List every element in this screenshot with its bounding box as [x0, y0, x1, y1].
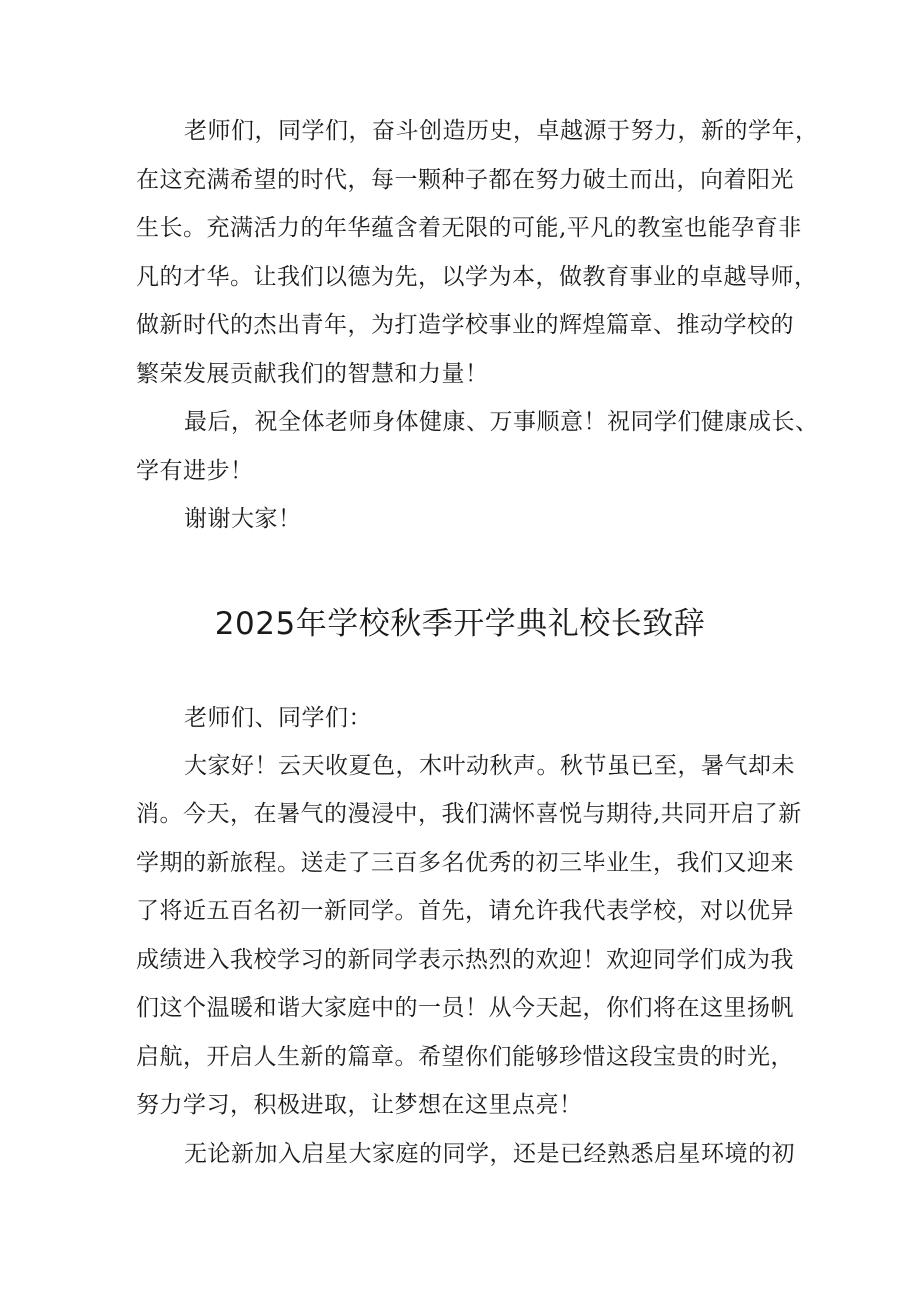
paragraph-line: 了将近五百名初一新同学。首先，请允许我代表学校，对以优异: [136, 898, 794, 924]
paragraph-line: 最后，祝全体老师身体健康、万事顺意！祝同学们健康成长、: [184, 409, 819, 435]
paragraph-line: 努力学习，积极进取，让梦想在这里点亮！: [136, 1092, 583, 1118]
paragraph-line: 启航，开启人生新的篇章。希望你们能够珍惜这段宝贵的时光，: [136, 1044, 794, 1070]
paragraph-line: 大家好！云天收夏色，木叶动秋声。秋节虽已至，暑气却未: [184, 753, 795, 779]
paragraph-line: 做新时代的杰出青年，为打造学校事业的辉煌篇章、推动学校的: [136, 312, 794, 338]
paragraph-line: 繁荣发展贡献我们的智慧和力量！: [136, 361, 489, 387]
paragraph-line: 生长。充满活力的年华蕴含着无限的可能,平凡的教室也能孕育非: [136, 215, 802, 241]
paragraph-line: 在这充满希望的时代，每一颗种子都在努力破土而出，向着阳光: [136, 167, 794, 193]
paragraph-line: 消。今天，在暑气的漫浸中，我们满怀喜悦与期待,共同开启了新: [136, 801, 802, 827]
paragraph-line: 凡的才华。让我们以德为先，以学为本，做教育事业的卓越导师，: [136, 264, 818, 290]
speech-paragraph-2-line: 无论新加入启星大家庭的同学，还是已经熟悉启星环境的初: [184, 1141, 795, 1167]
salutation: 老师们、同学们：: [184, 705, 372, 731]
paragraph-line: 学有进步！: [136, 458, 254, 484]
paragraph-line: 学期的新旅程。送走了三百多名优秀的初三毕业生，我们又迎来: [136, 850, 794, 876]
paragraph-line: 们这个温暖和谐大家庭中的一员！从今天起，你们将在这里扬帆: [136, 995, 794, 1021]
paragraph-line: 成绩进入我校学习的新同学表示热烈的欢迎！欢迎同学们成为我: [136, 947, 794, 973]
paragraph-line: 老师们，同学们，奋斗创造历史，卓越源于努力，新的学年，: [184, 118, 819, 144]
speech-title: 2025年学校秋季开学典礼校长致辞: [214, 606, 706, 642]
thanks-line: 谢谢大家！: [184, 506, 302, 532]
